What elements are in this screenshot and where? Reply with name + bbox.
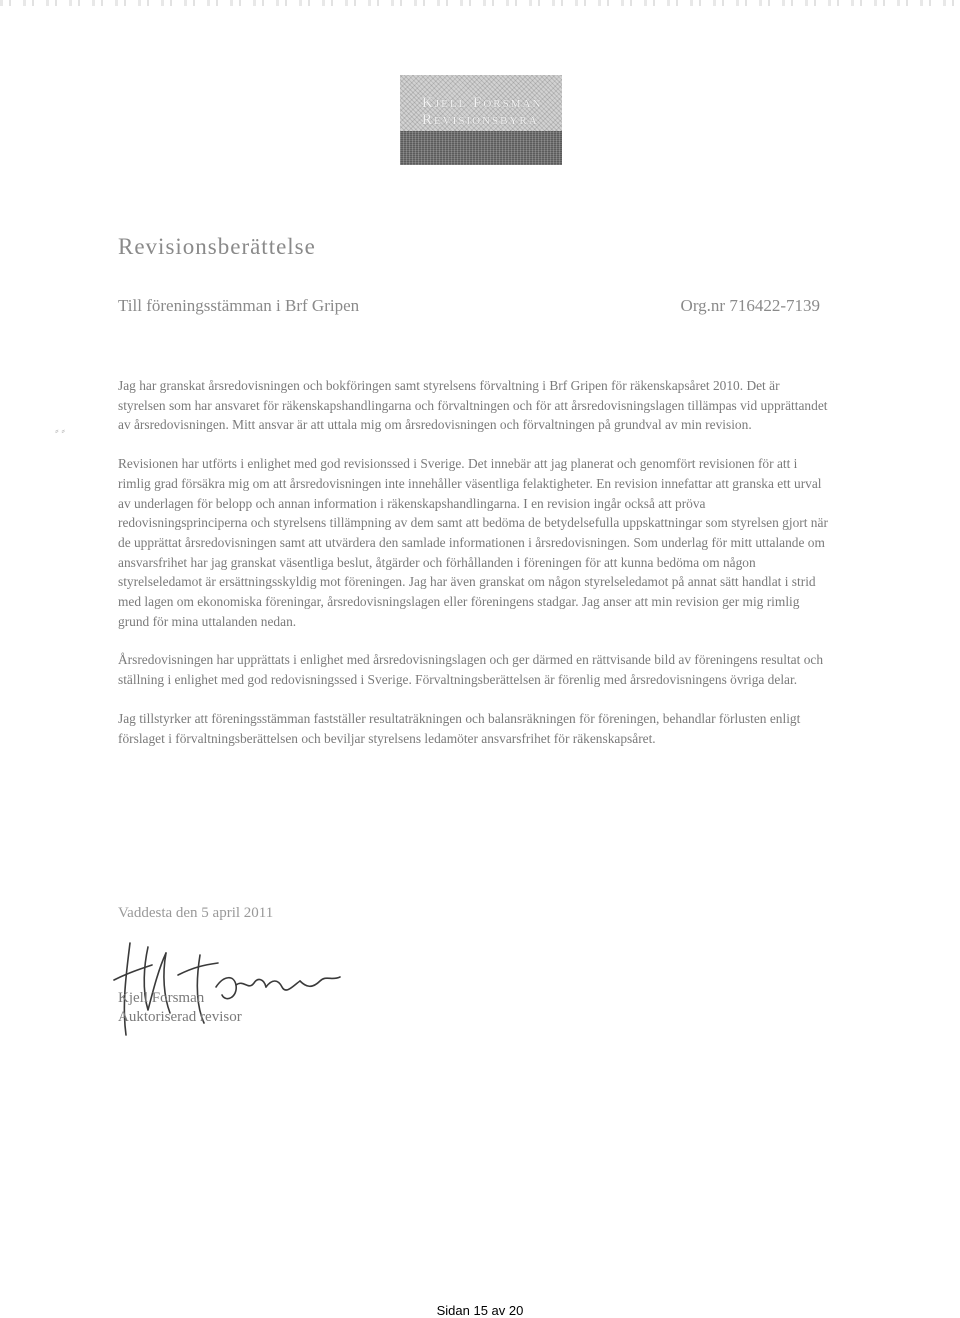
document-title: Revisionsberättelse — [118, 234, 316, 259]
addressee: Till föreningsstämman i Brf Gripen — [118, 296, 360, 315]
place-and-date: Vaddesta den 5 april 2011 — [118, 905, 274, 921]
company-logo — [400, 75, 562, 165]
signer-name: Kjell Forsman — [118, 990, 205, 1006]
margin-scribble: ⸗ ⸗ — [55, 425, 66, 437]
organization-number: Org.nr 716422-7139 — [680, 296, 820, 315]
paragraph-audit-method: Revisionen har utförts i enlighet med god revisionssed i Sverige. Det innebär att jag planerat och genomfört revisionen för att i rimlig grad försäkra mig om att årsredovisningen inte innehåller väsentliga felaktigheter. En revision innefattar att granska ett urval av underlagen för belopp och annan information i räkenskapshandlingarna. I en revision ingår också att pröva redovisningsprinciperna och styrelsens tillämpning av dem samt att bedöma de betydelsefulla uppskattningar som styrelsen gjort när de upprättat årsredovisningen samt att utvärdera den samlade informationen i årsredovisningen. Som underlag för mitt uttalande om ansvarsfrihet har jag granskat väsentliga beslut, åtgärder och förhållanden i föreningen för att kunna bedöma om någon styrelseledamot är ersättningsskyldig mot föreningen. Jag har även granskat om någon styrelseledamot på annat sätt handlat i strid med lagen om ekonomiska föreningar, årsredovisningslagen eller föreningens stadgar. Jag anser att min revision ger mig rimlig grund för mina uttalanden nedan. — [118, 456, 828, 629]
paragraph-scope: Jag har granskat årsredovisningen och bokföringen samt styrelsens förvaltning i Brf Gripen för räkenskapsåret 2010. Det är styrelsen som har ansvaret för räkenskapshandlingarna och förvaltningen och för att årsredovisningslagen tillämpas vid upprättandet av årsredovisningen. Mitt ansvar är att uttala mig om årsredovisningen och förvaltningen på grundval av min revision. — [118, 378, 828, 433]
logo-dark-band — [400, 131, 562, 165]
signer-title: Auktoriserad revisor — [118, 1009, 242, 1025]
paragraph-recommendation: Jag tillstyrker att föreningsstämman fastställer resultaträkningen och balansräkningen för föreningen, behandlar förlusten enligt förslaget i förvaltningsberättelsen och beviljar styrelsens ledamöter ansvarsfrihet för räkenskapsåret. — [118, 710, 801, 746]
logo-text-line1: Kjell Forsman — [422, 95, 543, 111]
scan-edge-noise — [0, 0, 960, 6]
report-body — [118, 376, 828, 767]
paragraph-opinion: Årsredovisningen har upprättats i enlighet med årsredovisningslagen och ger därmed en rättvisande bild av föreningens resultat och ställning i enlighet med god redovisningssed i Sverige. Förvaltningsberättelsen är förenlig med årsredovisningens övriga delar. — [118, 652, 824, 688]
page-number: Sidan 15 av 20 — [436, 1303, 524, 1318]
logo-text-line2: Revisionsbyrå — [422, 112, 539, 128]
